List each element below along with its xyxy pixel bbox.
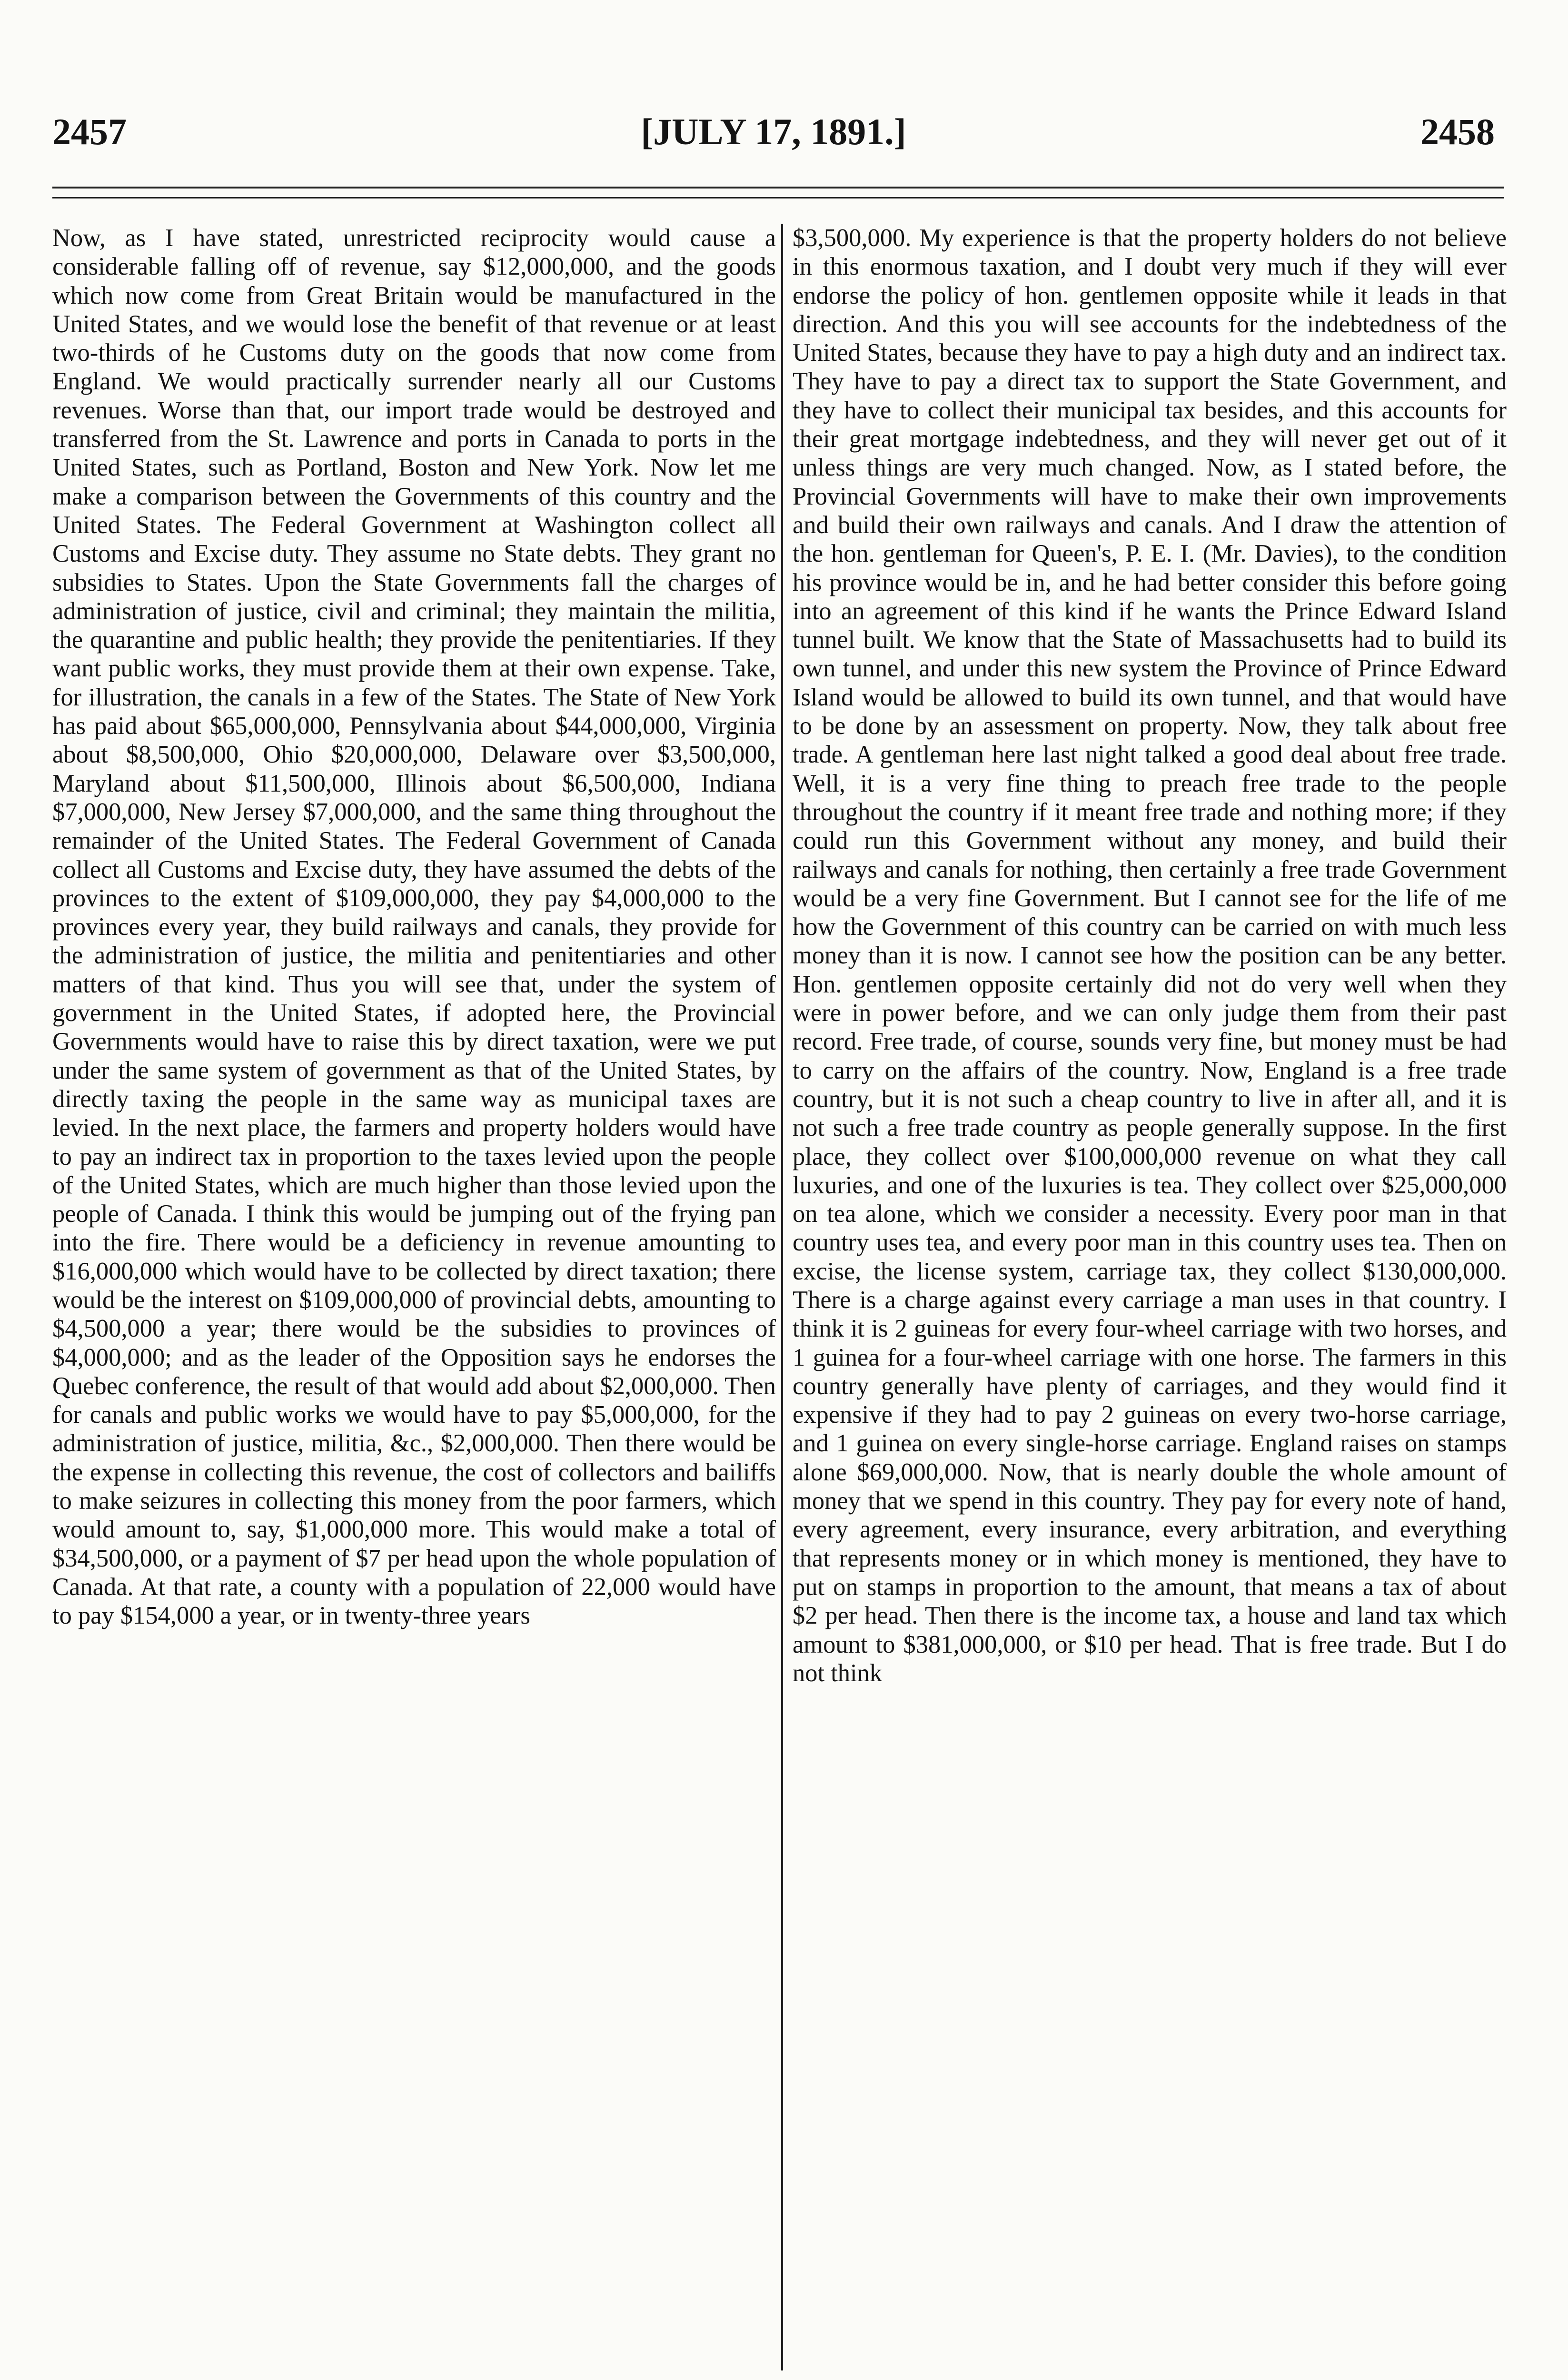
text-column-left <box>52 224 776 2375</box>
column-left-text: Now, as I have stated, unrestricted reciprocity would cause a considerable falling off of revenue, say $12,000,000, and the goods which now come from Great Britain would be manufactured in the United States, and we would lose the benefit of that revenue or at least two-thirds of he Customs duty on the goods that now come from England. We would practically surrender nearly all our Customs revenues. Worse than that, our import trade would be destroyed and transferred from the St. Lawrence and ports in Canada to ports in the United States, such as Portland, Boston and New York. Now let me make a comparison between the Governments of this country and the United States. The Federal Government at Washington collect all Customs and Excise duty. They assume no State debts. They grant no subsidies to States. Upon the State Governments fall the charges of administration of justice, civil and criminal; they maintain the militia, the quarantine and public health; they provide the penitentiaries. If they want public works, they must provide them at their own expense. Take, for illustration, the canals in a few of the States. The State of New York has paid about $65,000,000, Pennsylvania about $44,000,000, Virginia about $8,500,000, Ohio $20,000,000, Delaware over $3,500,000, Maryland about $11,500,000, Illinois about $6,500,000, Indiana $7,000,000, New Jersey $7,000,000, and the same thing throughout the remainder of the United States. The Federal Government of Canada collect all Customs and Excise duty, they have assumed the debts of the provinces to the extent of $109,000,000, they pay $4,000,000 to the provinces every year, they build railways and canals, they provide for the administration of justice, the militia and penitentiaries and other matters of that kind. Thus you will see that, under the system of government in the United States, if adopted here, the Provincial Governments would have to raise this by direct taxation, were we put under the same system of government as that of the United States, by directly taxing the people in the same way as municipal taxes are levied. In the next place, the farmers and property holders would have to pay an indirect tax in proportion to the taxes levied upon the people of the United States, which are much higher than those levied upon the people of Canada. I think this would be jumping out of the frying pan into the fire. There would be a deficiency in revenue amounting to $16,000,000 which would have to be collected by direct taxation; there would be the interest on $109,000,000 of provincial debts, amounting to $4,500,000 a year; there would be the subsidies to provinces of $4,000,000; and as the leader of the Opposition says he endorses the Quebec conference, the result of that would add about $2,000,000. Then for canals and public works we would have to pay $5,000,000, for the administration of justice, militia, &c., $2,000,000. Then there would be the expense in collecting this revenue, the cost of collectors and bailiffs to make seizures in collecting this money from the poor farmers, which would amount to, say, $1,000,000 more. This would make a total of $34,500,000, or a payment of $7 per head upon the whole population of Canada. At that rate, a county with a population of 22,000 would have to pay $154,000 a year, or in twenty-three years <box>52 224 776 1630</box>
header-rule-top <box>52 187 1504 188</box>
page-header <box>52 110 1495 163</box>
text-column-right <box>793 224 1507 2375</box>
issue-date: [JULY 17, 1891.] <box>641 111 906 152</box>
page-number-right: 2458 <box>1420 111 1495 152</box>
header-rule-bottom <box>52 197 1504 198</box>
column-divider <box>781 224 783 2370</box>
page-number-left: 2457 <box>52 111 127 152</box>
column-right-text: $3,500,000. My experience is that the property holders do not believe in this enormous taxation, and I doubt very much if they will ever endorse the policy of hon. gentlemen opposite while it leads in that direction. And this you will see accounts for the indebtedness of the United States, because they have to pay a high duty and an indirect tax. They have to pay a direct tax to support the State Government, and they have to collect their municipal tax besides, and this accounts for their great mortgage indebtedness, and they will never get out of it unless things are very much changed. Now, as I stated before, the Provincial Governments will have to make their own improvements and build their own railways and canals. And I draw the attention of the hon. gentleman for Queen's, P. E. I. (Mr. Davies), to the condition his province would be in, and he had better consider this before going into an agreement of this kind if he wants the Prince Edward Island tunnel built. We know that the State of Massachusetts had to build its own tunnel, and under this new system the Province of Prince Edward Island would be allowed to build its own tunnel, and that would have to be done by an assessment on property. Now, they talk about free trade. A gentleman here last night talked a good deal about free trade. Well, it is a very fine thing to preach free trade to the people throughout the country if it meant free trade and nothing more; if they could run this Government without any money, and build their railways and canals for nothing, then certainly a free trade Government would be a very fine Government. But I cannot see for the life of me how the Government of this country can be carried on with much less money than it is now. I cannot see how the position can be any better. Hon. gentlemen opposite certainly did not do very well when they were in power before, and we can only judge them from their past record. Free trade, of course, sounds very fine, but money must be had to carry on the affairs of the country. Now, England is a free trade country, but it is not such a cheap country to live in after all, and it is not such a free trade country as people generally suppose. In the first place, they collect over $100,000,000 revenue on what they call luxuries, and one of the luxuries is tea. They collect over $25,000,000 on tea alone, which we consider a necessity. Every poor man in that country uses tea, and every poor man in this country uses tea. Then on excise, the license system, carriage tax, they collect $130,000,000. There is a charge against every carriage a man uses in that country. I think it is 2 guineas for every four-wheel carriage with two horses, and 1 guinea for a four-wheel carriage with one horse. The farmers in this country generally have plenty of carriages, and they would find it expensive if they had to pay 2 guineas on every two-horse carriage, and 1 guinea on every single-horse carriage. England raises on stamps alone $69,000,000. Now, that is nearly double the whole amount of money that we spend in this country. They pay for every note of hand, every agreement, every insurance, every arbitration, and everything that represents money or in which money is mentioned, they have to put on stamps in proportion to the amount, that means a tax of about $2 per head. Then there is the income tax, a house and land tax which amount to $381,000,000, or $10 per head. That is free trade. But I do not think <box>793 224 1507 1687</box>
